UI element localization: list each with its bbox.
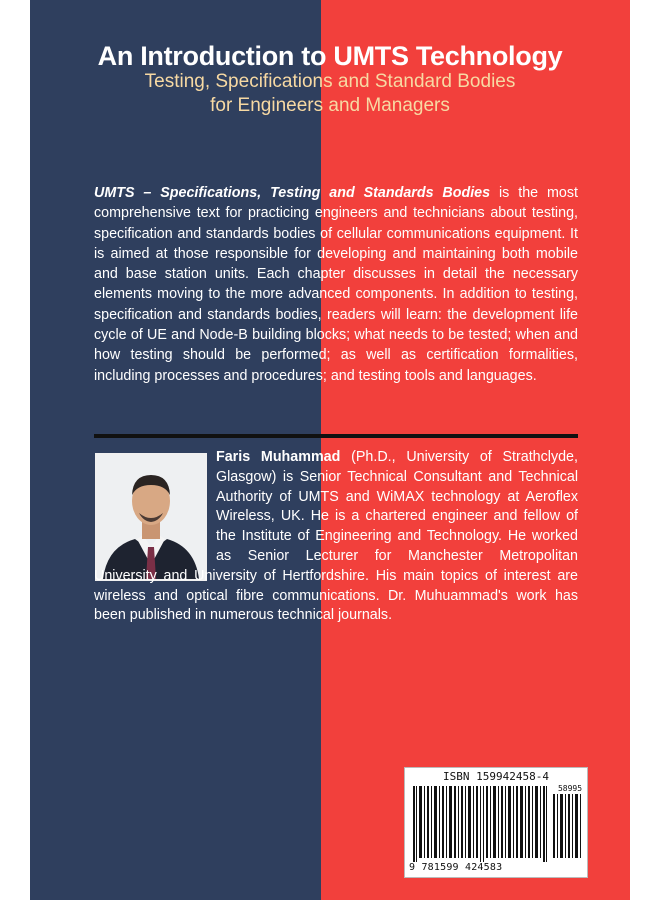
description-lead: UMTS – Specifications, Testing and Standards Bodies xyxy=(94,185,491,201)
subtitle-line-1: Testing, Specifications and Standard Bodies xyxy=(144,71,516,92)
isbn-barcode xyxy=(404,767,588,878)
book-title: An Introduction to UMTS Technology xyxy=(97,41,563,71)
author-bio xyxy=(94,448,578,626)
author-name: Faris Muhammad xyxy=(216,449,341,465)
author-bio-text: (Ph.D., University of Strathclyde, Glasgow) is Senior Technical Consultant and Technical Authority of UMTS and WiMAX technology at Aeroflex Wireless, UK. He is a chartered engineer and fellow of the Institute of Engineering and Technology. He worked as Senior Lecturer for Manchester Metropolitan University and University of Hertfordshire. His main topics of interest are wireless and optical fibre communications. Dr. Muhuammad's work has been published in numerous technical journals. xyxy=(94,449,578,624)
subtitle-line-2: for Engineers and Managers xyxy=(210,95,450,116)
description-body: is the most comprehensive text for practicing engineers and technicians about testing, specification and standards bodies of cellular communications equipment. It is aimed at those responsible for developing and maintaining both mobile and base station units. Each chapter discusses in detail the necessary elements moving to the more advanced components. In addition to testing, specification and standards bodies, readers will learn: the development life cycle of UE and Node-B building blocks; what needs to be tested; when and how testing should be performed; as well as certification formalities, including processes and procedures; and testing tools and languages. xyxy=(94,185,578,384)
ean-digits: 9 781599 424583 xyxy=(409,862,503,873)
price-code: 58995 xyxy=(557,784,583,793)
book-subtitle xyxy=(30,70,630,118)
isbn-label: ISBN 159942458-4 xyxy=(443,770,549,783)
barcode-icon xyxy=(405,768,587,877)
book-back-cover xyxy=(30,0,630,900)
book-description xyxy=(94,183,578,386)
section-divider xyxy=(94,434,578,438)
